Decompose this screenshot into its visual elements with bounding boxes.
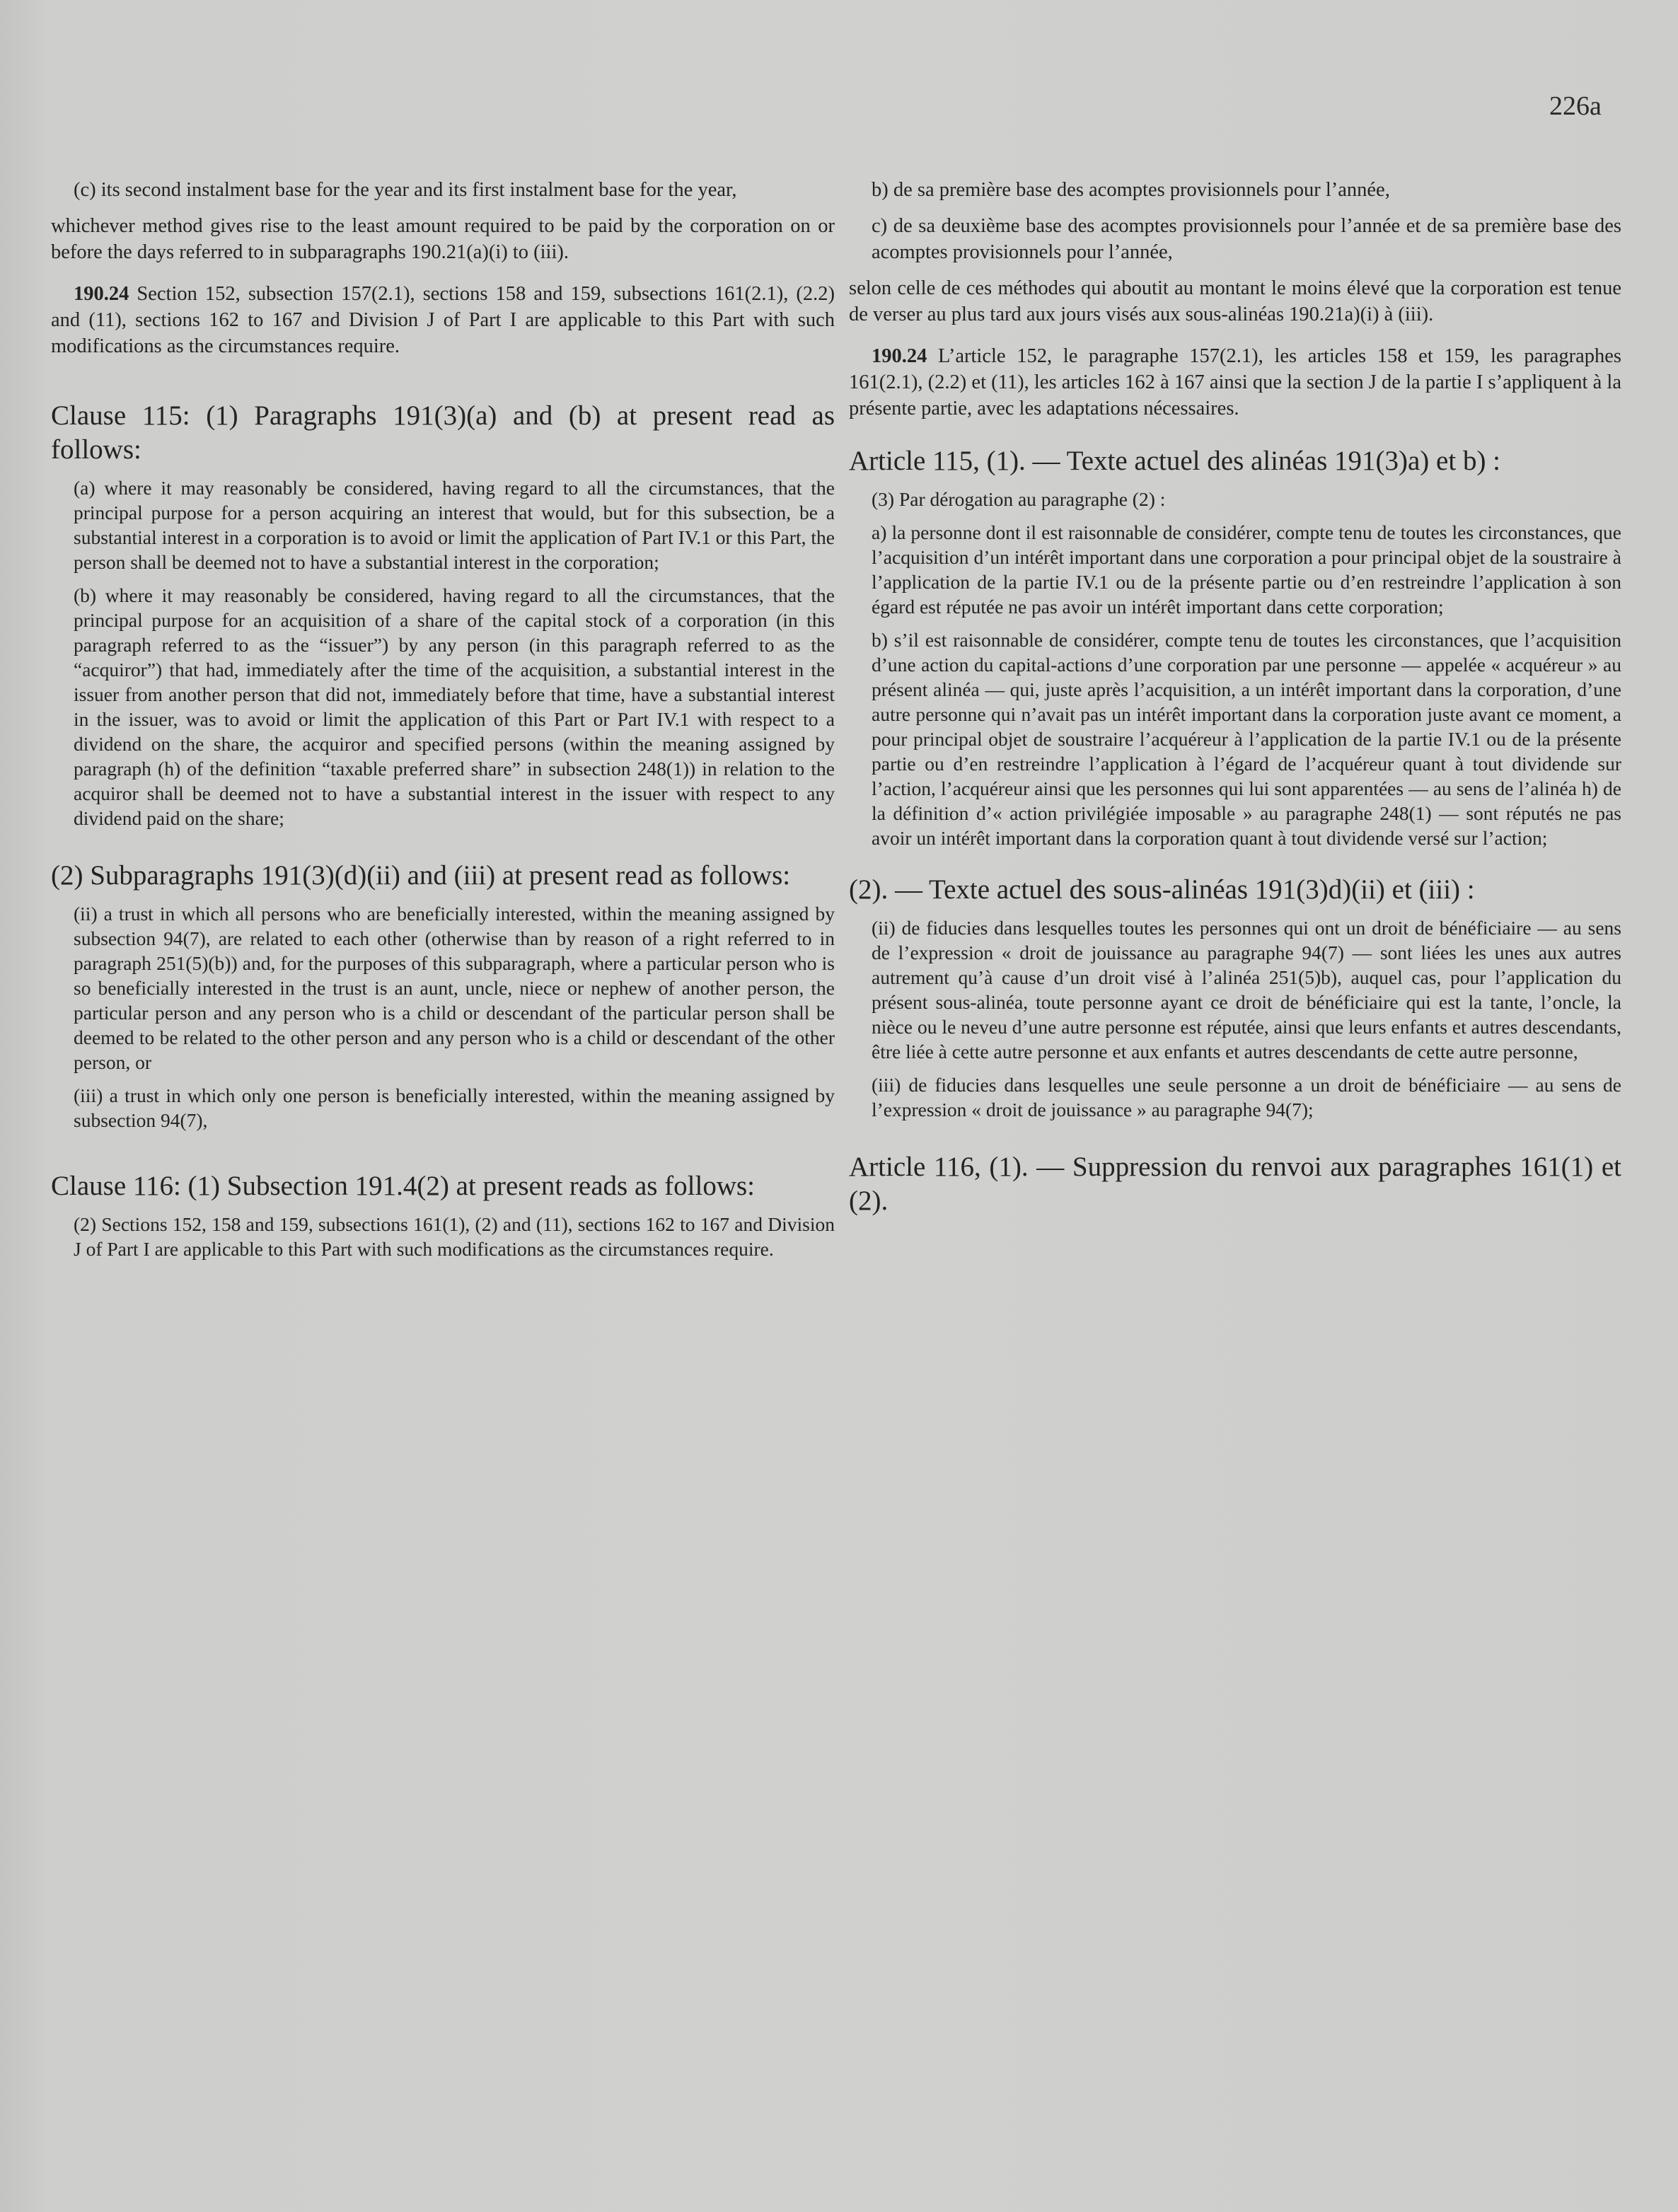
right-section-190-24 <box>849 343 1621 422</box>
article-116-heading: Article 116, (1). — Suppression du renvoi aux paragraphes 161(1) et (2). <box>849 1152 1621 1216</box>
article-115-2-heading: (2). — Texte actuel des sous-alinéas 191(3)d)(ii) et (iii) : <box>849 874 1475 905</box>
left-method-paragraph: whichever method gives rise to the least amount required to be paid by the corporation on or before the days referred to in subparagraphs 190.21(a)(i) to (iii). <box>51 215 835 263</box>
quote-191-3-d-iii: (iii) a trust in which only one person is beneficially interested, within the meaning assigned by subsection 94(7), <box>74 1084 835 1131</box>
section-number: 190.24 <box>74 283 129 305</box>
right-clause-c: c) de sa deuxième base des acomptes provisionnels pour l’année et de sa première base des acomptes provisionnels pour l’année, <box>872 215 1621 263</box>
quote-sous-alinea-iii: (iii) de fiducies dans lesquelles une seule personne a un droit de bénéficiaire — au sens de l’expression « droit de jouissance » au paragraphe 94(7); <box>872 1074 1621 1121</box>
section-text: L’article 152, le paragraphe 157(2.1), les articles 158 et 159, les paragraphes 161(2.1), (2.2) et (11), les articles 162 à 167 ainsi que la section J de la partie I s’appliquent à la présente partie, avec les adaptations nécessaires. <box>849 345 1621 419</box>
section-number: 190.24 <box>872 345 927 367</box>
quote-alinea-a: a) la personne dont il est raisonnable de considérer, compte tenu de toutes les circonstances, que l’acquisition d’un intérêt important dans une corporation a pour principal objet de la soustraire à l’application de la partie IV.1 ou de la présente partie ou d’en restreindre l’application à son égard est réputée ne pas avoir un intérêt important dans cette corporation; <box>872 521 1621 618</box>
quote-191-3-d-ii: (ii) a trust in which all persons who are beneficially interested, within the meaning assigned by subsection 94(7), are related to each other (otherwise than by reason of a right referred to in paragraph 251(5)(b)) and, for the purposes of this subparagraph, where a particular person who is so beneficially interested in the trust is an aunt, uncle, niece or nephew of another person, the particular person and any person who is a child or descendant of the particular person shall be deemed to be related to the other person and any person who is a child or descendant of the other person, or <box>74 903 835 1073</box>
article-115-heading: Article 115, (1). — Texte actuel des alinéas 191(3)a) et b) : <box>849 446 1501 476</box>
page-number: 226a <box>1549 91 1602 121</box>
quote-191-4-2: (2) Sections 152, 158 and 159, subsections 161(1), (2) and (11), sections 162 to 167 and Division J of Part I are applicable to this Part with such modifications as the circumstances require. <box>74 1213 835 1260</box>
quote-sous-alinea-ii: (ii) de fiducies dans lesquelles toutes les personnes qui ont un droit de bénéficiaire — au sens de l’expression « droit de jouissance au paragraphe 94(7) — sont liées les unes aux autres autrement qu’à cause d’un droit visé à l’alinéa 251(5)b), auquel cas, pour l’application du présent sous-alinéa, toute personne ayant ce droit de bénéficiaire qui est la tante, l’oncle, la nièce ou le neveu d’une autre personne est réputée, ainsi que leurs enfants et autres descendants, être liée à cette autre personne et aux enfants et autres descendants de cette autre personne, <box>872 917 1621 1062</box>
quote-191-3-b: (b) where it may reasonably be considered, having regard to all the circumstances, that the principal purpose for an acquisition of a share of the capital stock of a corporation (in this paragraph referred to as the “issuer”) by any person (in this paragraph referred to as the “acquiror”) that had, immediately after the time of the acquisition, a substantial interest in the issuer from another person that did not, immediately before that time, have a substantial interest in the issuer, was to avoid or limit the application of this Part or Part IV.1 with respect to a dividend on the share, the acquiror and specified persons (within the meaning assigned by paragraph (h) of the definition “taxable preferred share” in subsection 248(1)) in relation to the acquiror shall be deemed not to have a substantial interest in the issuer with respect to any dividend paid on the share; <box>74 584 835 829</box>
left-clause-c: (c) its second instalment base for the year and its first instalment base for the year, <box>74 179 737 201</box>
section-text: Section 152, subsection 157(2.1), sections 158 and 159, subsections 161(2.1), (2.2) and (11), sections 162 to 167 and Division J of Part I are applicable to this Part with such modifications as the circumstances require. <box>51 283 835 357</box>
quote-3-derogation: (3) Par dérogation au paragraphe (2) : <box>872 488 1166 510</box>
quote-alinea-b: b) s’il est raisonnable de considérer, compte tenu de toutes les circonstances, que l’acquisition d’une action du capital-actions d’une corporation par une personne — appelée « acquéreur » au présent alinéa — qui, juste après l’acquisition, a un intérêt important dans la corporation, d’une autre personne qui n’avait pas un intérêt important dans la corporation juste avant ce moment, a pour principal objet de soustraire l’acquéreur à l’application de la partie IV.1 ou de la présente partie ou d’en restreindre l’application à l’égard de l’acquéreur quant à tout dividende sur l’action, l’acquéreur ainsi que les personnes qui lui sont apparentées — au sens de l’alinéa h) de la définition d’« action privilégiée imposable » au paragraphe 248(1) — sont réputés ne pas avoir un intérêt important dans la corporation quant à tout dividende versé sur l’action; <box>872 629 1621 849</box>
french-column <box>849 177 1621 1218</box>
english-column <box>51 177 835 1261</box>
right-clause-b: b) de sa première base des acomptes provisionnels pour l’année, <box>872 179 1390 201</box>
left-section-190-24 <box>51 281 835 359</box>
clause-115-2-heading: (2) Subparagraphs 191(3)(d)(ii) and (iii) at present read as follows: <box>51 860 791 891</box>
clause-116-heading: Clause 116: (1) Subsection 191.4(2) at present reads as follows: <box>51 1171 756 1201</box>
clause-115-heading: Clause 115: (1) Paragraphs 191(3)(a) and (b) at present read as follows: <box>51 400 835 465</box>
quote-191-3-a: (a) where it may reasonably be considered, having regard to all the circumstances, that the principal purpose for a person acquiring an interest that would, but for this subsection, be a substantial interest in a corporation is to avoid or limit the application of Part IV.1 or this Part, the person shall be deemed not to have a substantial interest in the corporation; <box>74 477 835 573</box>
right-method-paragraph: selon celle de ces méthodes qui aboutit au montant le moins élevé que la corporation est tenue de verser au plus tard aux jours visés aux sous-alinéas 190.21a)(i) à (iii). <box>849 277 1621 325</box>
